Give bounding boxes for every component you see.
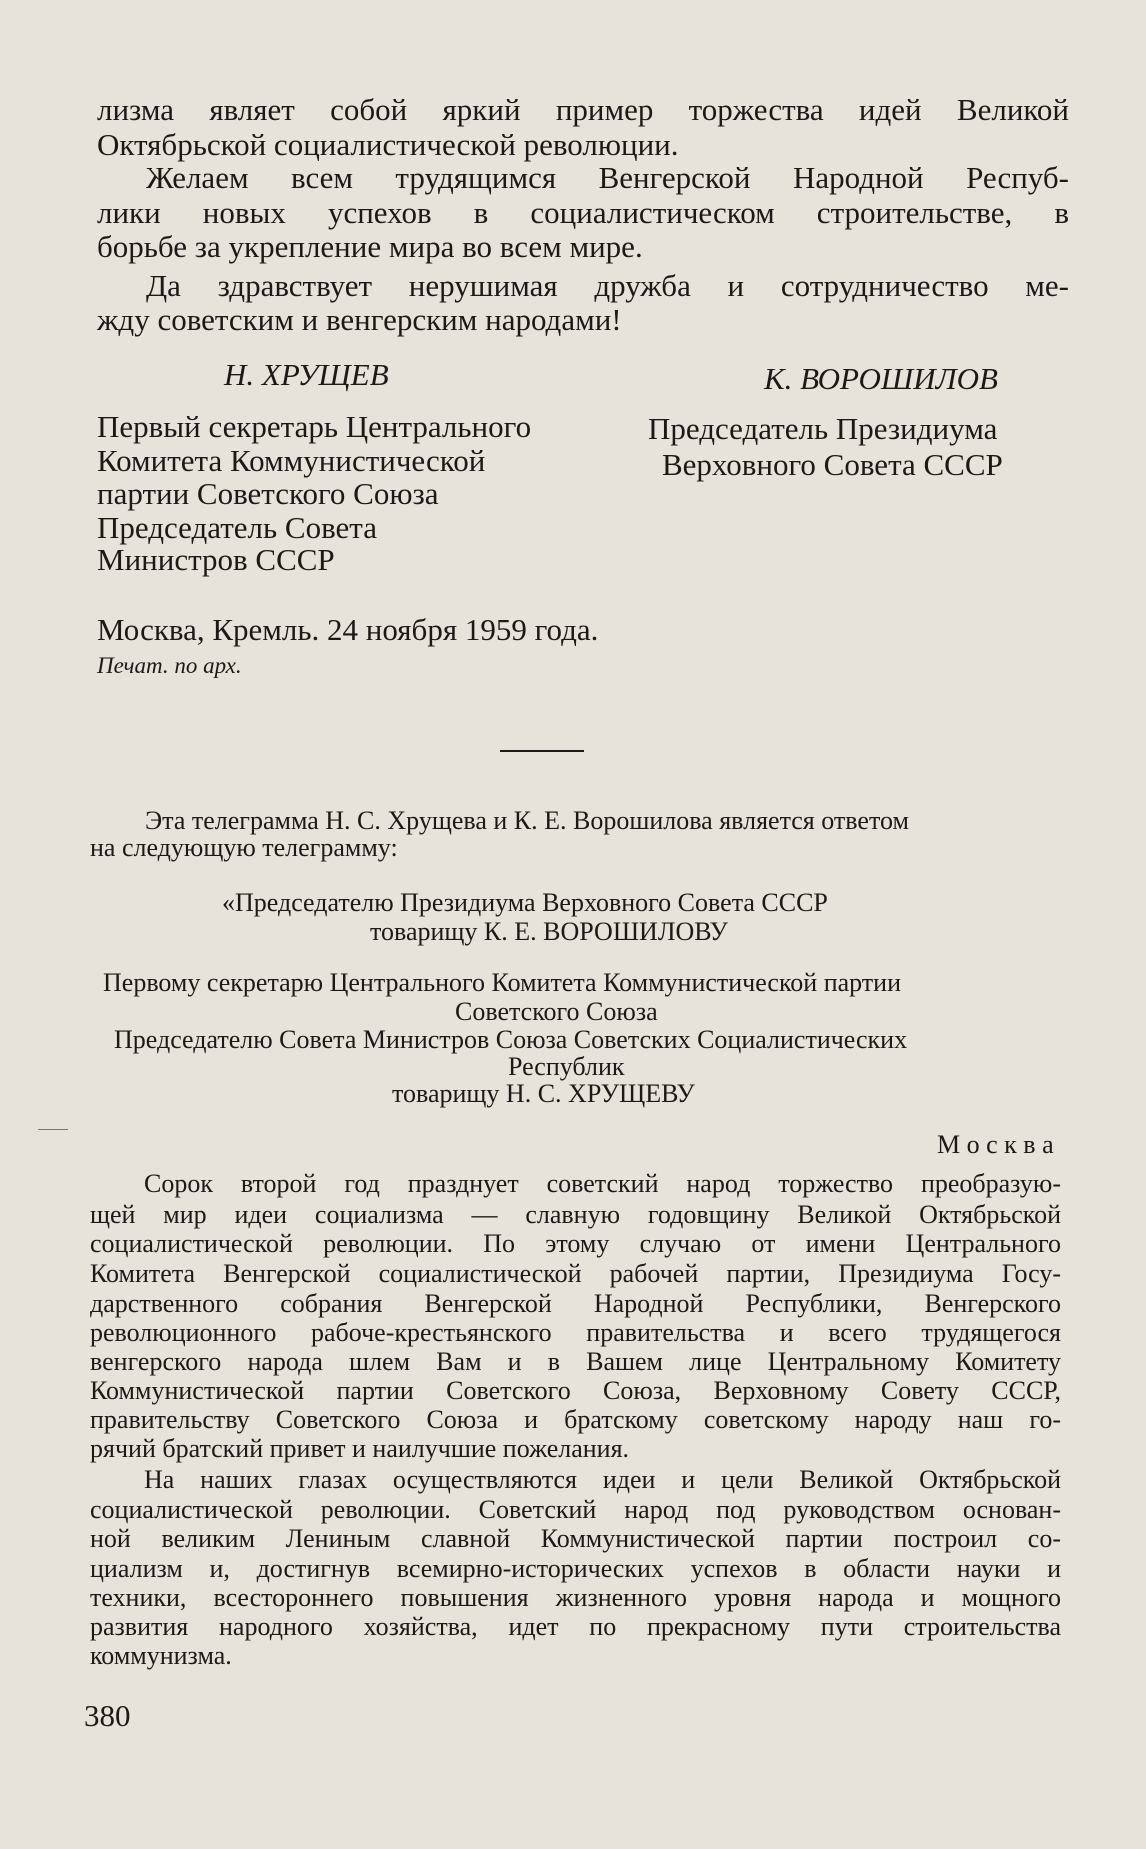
body-line: венгерского народа шлем Вам и в Вашем лице Центральному Комитету: [90, 1347, 1061, 1376]
body-line: техники, всестороннего повышения жизненного уровня народа и мощного: [90, 1583, 1061, 1612]
signature-title-line: Комитета Коммунистической: [97, 443, 486, 478]
place-date: Москва, Кремль. 24 ноября 1959 года.: [97, 612, 599, 647]
letter-line: Желаем всем трудящимся Венгерской Народной Респуб-: [146, 160, 1069, 195]
body-line: На наших глазах осуществляются идеи и цели Великой Октябрьской: [144, 1465, 1061, 1494]
source-note: Печат. по арх.: [97, 653, 242, 678]
body-line: Сорок второй год празднует советский народ торжество преобразую-: [144, 1169, 1061, 1198]
body-line: социалистической революции. По этому случаю от имени Центрального: [90, 1229, 1061, 1258]
intro-line: на следующую телеграмму:: [90, 833, 398, 862]
letter-line: лики новых успехов в социалистическом строительстве, в: [97, 195, 1069, 230]
body-line: щей мир идеи социализма — славную годовщину Великой Октябрьской: [90, 1200, 1061, 1229]
body-line: социалистической революции. Советский народ под руководством основан-: [90, 1495, 1061, 1524]
letter-line: борьбе за укрепление мира во всем мире.: [97, 229, 643, 264]
address-line: Республик: [508, 1052, 625, 1081]
signature-title-line: партии Советского Союза: [97, 476, 439, 511]
signature-voroshilov: К. ВОРОШИЛОВ: [764, 361, 998, 396]
signature-title-line: Министров СССР: [97, 542, 335, 577]
signature-khrushchev: Н. ХРУЩЕВ: [224, 357, 389, 392]
body-line: Коммунистической партии Советского Союза, Верховному Совету СССР,: [90, 1376, 1061, 1405]
signature-title-line: Председатель Совета: [97, 510, 377, 545]
body-line: правительству Советского Союза и братскому советскому народу наш го-: [90, 1405, 1061, 1434]
city-name: М о с к в а: [937, 1130, 1054, 1159]
margin-mark: [38, 1129, 68, 1130]
letter-line: Да здравствует нерушимая дружба и сотрудничество ме-: [146, 268, 1069, 303]
page-number: 380: [84, 1698, 131, 1733]
body-line: революционного рабоче-крестьянского правительства и всего трудящегося: [90, 1318, 1061, 1347]
address-line: «Председателю Президиума Верховного Совета СССР: [222, 888, 828, 917]
address-line: Советского Союза: [455, 997, 658, 1026]
body-line: развития народного хозяйства, идет по прекрасному пути строительства: [90, 1612, 1061, 1641]
body-line: коммунизма.: [90, 1641, 232, 1670]
letter-line: жду советским и венгерским народами!: [97, 302, 622, 337]
address-line: Первому секретарю Центрального Комитета Коммунистической партии: [103, 968, 902, 997]
signature-title-line: Верховного Совета СССР: [662, 447, 1003, 482]
letter-line: лизма являет собой яркий пример торжества идей Великой: [97, 92, 1069, 127]
body-line: циализм и, достигнув всемирно-исторических успехов в области науки и: [90, 1554, 1061, 1583]
signature-title-line: Первый секретарь Центрального: [97, 409, 532, 444]
address-line: Председателю Совета Министров Союза Советских Социалистических: [114, 1025, 908, 1054]
signature-title-line: Председатель Президиума: [648, 411, 998, 446]
body-line: дарственного собрания Венгерской Народной Республики, Венгерского: [90, 1289, 1061, 1318]
address-line: товарищу Н. С. ХРУЩЕВУ: [392, 1079, 695, 1108]
address-line: товарищу К. Е. ВОРОШИЛОВУ: [370, 917, 728, 946]
separator-rule: [500, 750, 584, 752]
intro-line: Эта телеграмма Н. С. Хрущева и К. Е. Ворошилова является ответом: [145, 806, 909, 835]
letter-line: Октябрьской социалистической революции.: [97, 127, 679, 162]
body-line: рячий братский привет и наилучшие пожелания.: [90, 1434, 630, 1463]
body-line: ной великим Лениным славной Коммунистической партии построил со-: [90, 1524, 1061, 1553]
body-line: Комитета Венгерской социалистической рабочей партии, Президиума Госу-: [90, 1259, 1061, 1288]
